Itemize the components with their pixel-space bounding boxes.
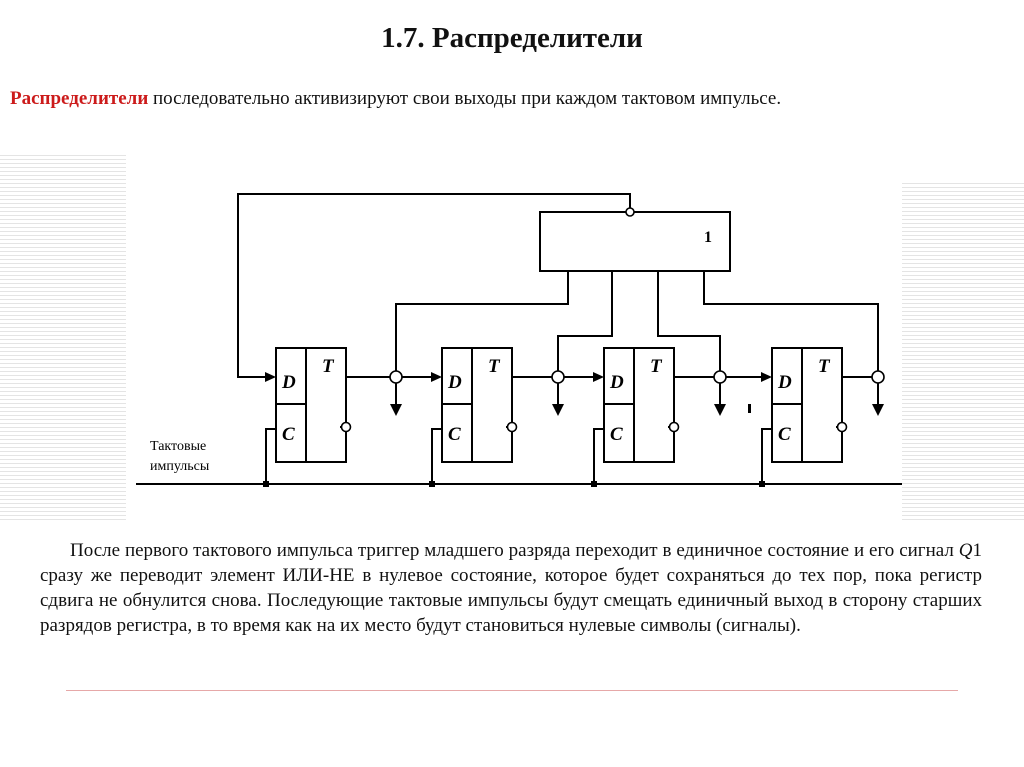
arrow-d-1 [265, 372, 276, 382]
clock-input-4 [762, 429, 772, 484]
arrow-d-2 [431, 372, 442, 382]
ff4-t-label: T [818, 356, 830, 377]
ff4-d-label: D [778, 372, 792, 393]
ff1-t-label: T [322, 356, 334, 377]
distributor-circuit [126, 182, 902, 516]
clock-label-line1: Тактовые [150, 439, 207, 454]
nor-input-wire-1 [396, 271, 568, 377]
inv-output-bubble-3 [670, 423, 679, 432]
clock-junction-1 [263, 481, 269, 487]
background-hatch-right [902, 180, 1024, 520]
q-junction-1 [390, 371, 402, 383]
output-arrow-4 [872, 404, 884, 416]
ff2-t-label: T [488, 356, 500, 377]
arrow-d-4 [761, 372, 772, 382]
ff4-c-label: C [778, 424, 791, 445]
arrow-d-3 [593, 372, 604, 382]
ff2-c-label: C [448, 424, 461, 445]
intro-text: последовательно активизируют свои выходы при каждом тактовом импульсе. [148, 88, 782, 109]
output-arrow-1 [390, 404, 402, 416]
ff1-d-label: D [282, 372, 296, 393]
q-junction-2 [552, 371, 564, 383]
clock-label-line2: импульсы [150, 459, 210, 474]
nor-input-wire-4 [704, 271, 878, 377]
ff1-c-label: C [282, 424, 295, 445]
bottom-divider [66, 690, 958, 691]
ff3-d-label: D [610, 372, 624, 393]
inv-output-bubble-2 [508, 423, 517, 432]
feedback-wire [238, 194, 630, 377]
clock-junction-4 [759, 481, 765, 487]
output-arrow-2 [552, 404, 564, 416]
description-signal-index: 1 [972, 540, 982, 561]
description-signal: Q [958, 540, 973, 561]
clock-input-1 [266, 429, 276, 484]
inv-output-bubble-4 [838, 423, 847, 432]
ff2-d-label: D [448, 372, 462, 393]
nor-gate [540, 212, 730, 271]
output-arrow-3 [714, 404, 726, 416]
description-part2: сразу же переводит элемент ИЛИ-НЕ в нулевое состояние, которое будет сохраняться до тех пор, пока регистр сдвига не обнулится снова. Последующие тактовые импульсы будут смещать единичный выход в сторону старших разрядов регистра, в то время как на их место будут становиться нулевые символы (сигналы). [40, 565, 982, 636]
nor-gate-label: 1 [704, 229, 712, 246]
q-junction-4 [872, 371, 884, 383]
intro-line [10, 88, 1010, 110]
clock-input-3 [594, 429, 604, 484]
inv-output-bubble-1 [342, 423, 351, 432]
nor-input-wire-3 [658, 271, 720, 377]
ff3-c-label: C [610, 424, 623, 445]
clock-junction-3 [591, 481, 597, 487]
background-hatch-left [0, 152, 126, 520]
nor-output-bubble [626, 208, 634, 216]
q-junction-3 [714, 371, 726, 383]
description-part1: После первого тактового импульса триггер младшего разряда переходит в единичное состояние и его сигнал [70, 540, 959, 561]
output-stub-3 [748, 404, 751, 413]
intro-term: Распределители [10, 88, 149, 109]
description-paragraph [40, 538, 982, 638]
distributor-diagram [126, 182, 902, 516]
slide-title: 1.7. Распределители [381, 22, 643, 54]
ff3-t-label: T [650, 356, 662, 377]
clock-input-2 [432, 429, 442, 484]
clock-junction-2 [429, 481, 435, 487]
